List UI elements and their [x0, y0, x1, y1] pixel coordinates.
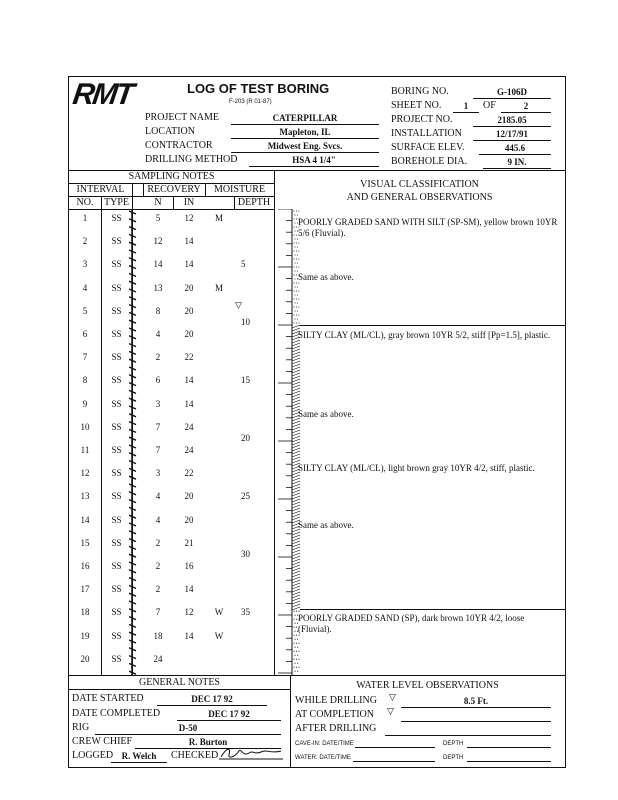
date-started-label: DATE STARTED: [72, 693, 144, 704]
depth-label: 10: [241, 317, 250, 327]
sample-moisture: W: [214, 607, 224, 618]
project-name-value: CATERPILLAR: [231, 113, 379, 125]
sample-no: 20: [80, 653, 90, 664]
sample-no: 6: [82, 329, 88, 339]
of-label: OF: [483, 100, 496, 111]
sample-no: 11: [80, 445, 90, 455]
sample-in: 20: [184, 514, 194, 525]
moisture-heading: MOISTURE: [213, 184, 266, 195]
observation-text: Same as above.: [298, 520, 354, 530]
sample-n: 5: [155, 213, 161, 223]
sample-in: 20: [184, 305, 194, 316]
sample-no: 16: [80, 561, 90, 571]
sample-type: SS: [111, 653, 122, 664]
sample-in: 14: [184, 375, 194, 386]
sample-n: 4: [155, 329, 161, 339]
boring-no-label: BORING NO.: [391, 86, 449, 97]
sample-in: 24: [184, 445, 194, 455]
sample-no: 14: [80, 514, 90, 525]
depth-label: 25: [241, 491, 250, 501]
depth-label: 30: [241, 549, 250, 559]
rig-label: RIG: [72, 722, 90, 733]
cave-in-label: CAVE-IN: DATE/TIME: [295, 741, 354, 747]
sample-n: 7: [155, 607, 161, 618]
sample-n: 6: [155, 375, 161, 386]
logged-label: LOGGED: [72, 750, 114, 761]
sample-in: 22: [184, 352, 194, 363]
depth-label: 20: [241, 433, 250, 443]
sample-no: 19: [80, 630, 90, 641]
form-number: F-203 (R 01-87): [229, 99, 272, 105]
sample-no: 13: [80, 491, 90, 502]
observation-text: POORLY GRADED SAND (SP), dark brown 10YR 4/2, loose (Fluvial).: [298, 613, 525, 634]
sample-in: 22: [184, 468, 194, 479]
sample-type: SS: [111, 561, 122, 571]
location-label: LOCATION: [145, 126, 195, 137]
depth-label: 15: [241, 375, 250, 385]
sample-n: 2: [155, 584, 161, 595]
depth-label: 35: [241, 607, 250, 617]
general-observations-heading: AND GENERAL OBSERVATIONS: [346, 192, 493, 203]
lithology-column: [274, 209, 300, 675]
sample-n: 4: [155, 491, 161, 502]
logged-value: R. Welch: [111, 751, 167, 763]
date-started-value: DEC 17 92: [157, 694, 267, 706]
crew-chief-label: CREW CHIEF: [72, 736, 133, 747]
sample-in: 20: [184, 329, 194, 339]
sample-n: 18: [153, 630, 163, 641]
sample-type: SS: [111, 468, 122, 479]
sample-no: 10: [80, 421, 90, 432]
sample-type: SS: [111, 491, 122, 502]
sample-type: SS: [111, 352, 122, 363]
observation-text: Same as above.: [298, 409, 354, 419]
contractor-label: CONTRACTOR: [145, 140, 213, 151]
sample-type: SS: [111, 375, 122, 386]
installation-label: INSTALLATION: [391, 128, 462, 139]
sheet-total-value: 2: [501, 101, 551, 113]
sample-type: SS: [111, 398, 122, 409]
sample-n: 2: [155, 352, 161, 363]
sample-n: 24: [153, 653, 163, 664]
sheet-no-label: SHEET NO.: [391, 100, 442, 111]
sample-n: 4: [155, 514, 161, 525]
crew-chief-value: R. Burton: [135, 737, 281, 749]
sample-n: 3: [155, 468, 161, 479]
sample-in: 14: [184, 259, 194, 270]
boring-log-sheet: [68, 76, 566, 768]
sample-no: 17: [80, 584, 90, 595]
drilling-method-label: DRILLING METHOD: [145, 154, 238, 165]
sample-type: SS: [111, 236, 122, 247]
sample-no: 12: [80, 468, 90, 479]
sample-n: 3: [155, 398, 161, 409]
checked-signature: [219, 745, 283, 761]
sample-no: 2: [82, 236, 88, 247]
sample-n: 13: [153, 282, 163, 293]
sample-no: 4: [82, 282, 88, 293]
sample-n: 8: [155, 305, 161, 316]
sample-type: SS: [111, 514, 122, 525]
sample-in: 24: [184, 421, 194, 432]
sample-moisture: M: [214, 213, 223, 223]
rig-value: D-50: [95, 723, 281, 735]
sampling-notes-heading: SAMPLING NOTES: [128, 171, 215, 182]
date-completed-value: DEC 17 92: [177, 709, 281, 721]
sheet-no-value: 1: [453, 101, 479, 113]
water-table-icon: ▽: [235, 299, 242, 310]
sample-type: SS: [111, 259, 122, 270]
project-no-label: PROJECT NO.: [391, 114, 453, 125]
project-name-label: PROJECT NAME: [145, 112, 219, 123]
layer-boundary-line: [300, 609, 565, 610]
sample-in: 16: [184, 561, 194, 571]
sample-in: 14: [184, 398, 194, 409]
sample-n: 7: [155, 421, 161, 432]
in-heading: IN: [183, 197, 195, 208]
sample-moisture: W: [214, 630, 224, 641]
water-depth-label: DEPTH: [443, 755, 464, 761]
sample-type: SS: [111, 421, 122, 432]
sample-type: SS: [111, 584, 122, 595]
visual-classification-heading: VISUAL CLASSIFICATION: [360, 179, 479, 190]
sample-no: 1: [82, 213, 88, 223]
water-level-icon-2: ▽: [387, 706, 394, 716]
sample-n: 2: [155, 537, 161, 548]
observation-text: SILTY CLAY (ML/CL), light brown gray 10YR 4/2, stiff, plastic.: [298, 463, 535, 473]
sample-no: 7: [82, 352, 88, 363]
borehole-dia-label: BOREHOLE DIA.: [391, 156, 468, 167]
date-completed-label: DATE COMPLETED: [72, 708, 161, 719]
surface-elev-label: SURFACE ELEV.: [391, 142, 465, 153]
sample-type: SS: [111, 213, 122, 223]
observation-text: Same as above.: [298, 272, 354, 282]
sample-type: SS: [111, 305, 122, 316]
sample-in: 14: [184, 630, 194, 641]
sample-in: 14: [184, 584, 194, 595]
sample-type: SS: [111, 630, 122, 641]
sample-no: 18: [80, 607, 90, 618]
no-heading: NO.: [76, 197, 94, 208]
sample-in: 21: [184, 537, 194, 548]
sample-type: SS: [111, 445, 122, 455]
n-heading: N: [154, 197, 162, 208]
depth-label: 5: [241, 259, 246, 269]
sample-n: 2: [155, 561, 161, 571]
observation-text: SILTY CLAY (ML/CL), gray brown 10YR 5/2, stiff [Pp=1.5], plastic.: [298, 330, 551, 340]
sample-n: 12: [153, 236, 163, 247]
sample-n: 14: [153, 259, 163, 270]
sample-type: SS: [111, 329, 122, 339]
rmt-logo: RMT: [70, 78, 135, 111]
while-drilling-label: WHILE DRILLING: [295, 695, 377, 706]
while-drilling-value: 8.5 Ft.: [401, 696, 551, 708]
sample-no: 15: [80, 537, 90, 548]
installation-value: 12/17/91: [473, 129, 551, 141]
sample-in: 14: [184, 236, 194, 247]
water-label: WATER: DATE/TIME: [295, 755, 351, 761]
cave-in-depth-label: DEPTH: [443, 741, 464, 747]
type-heading: TYPE: [104, 197, 129, 208]
observation-text: POORLY GRADED SAND WITH SILT (SP-SM), yellow brown 10YR 5/6 (Fluvial).: [298, 217, 558, 238]
sample-in: 20: [184, 282, 194, 293]
after-drilling-label: AFTER DRILLING: [295, 723, 377, 734]
sample-type: SS: [111, 282, 122, 293]
sample-n: 7: [155, 445, 161, 455]
sample-in: 20: [184, 491, 194, 502]
project-no-value: 2185.05: [473, 115, 551, 127]
sampler-strip: [129, 209, 137, 675]
sample-no: 3: [82, 259, 88, 270]
sample-moisture: M: [214, 282, 223, 293]
drilling-method-value: HSA 4 1/4": [249, 155, 379, 167]
sample-no: 5: [82, 305, 88, 316]
layer-boundary-line: [300, 325, 565, 326]
surface-elev-value: 445.6: [479, 143, 551, 155]
at-completion-label: AT COMPLETION: [295, 709, 374, 720]
boring-no-value: G-106D: [473, 87, 551, 99]
recovery-heading: RECOVERY: [147, 184, 201, 195]
sample-no: 8: [82, 375, 88, 386]
general-notes-heading: GENERAL NOTES: [138, 677, 220, 688]
borehole-dia-value: 9 IN.: [483, 157, 551, 169]
water-level-icon-1: ▽: [389, 692, 396, 702]
sample-no: 9: [82, 398, 88, 409]
depth-heading: DEPTH: [237, 197, 271, 208]
location-value: Mapleton, IL: [231, 127, 379, 139]
contractor-value: Midwest Eng. Svcs.: [231, 141, 379, 153]
sample-in: 12: [184, 213, 194, 223]
water-level-heading: WATER LEVEL OBSERVATIONS: [356, 680, 499, 691]
sample-in: 12: [184, 607, 194, 618]
log-title: LOG OF TEST BORING: [187, 81, 330, 96]
checked-label: CHECKED: [171, 750, 219, 761]
interval-heading: INTERVAL: [76, 184, 125, 195]
sample-type: SS: [111, 607, 122, 618]
sample-type: SS: [111, 537, 122, 548]
